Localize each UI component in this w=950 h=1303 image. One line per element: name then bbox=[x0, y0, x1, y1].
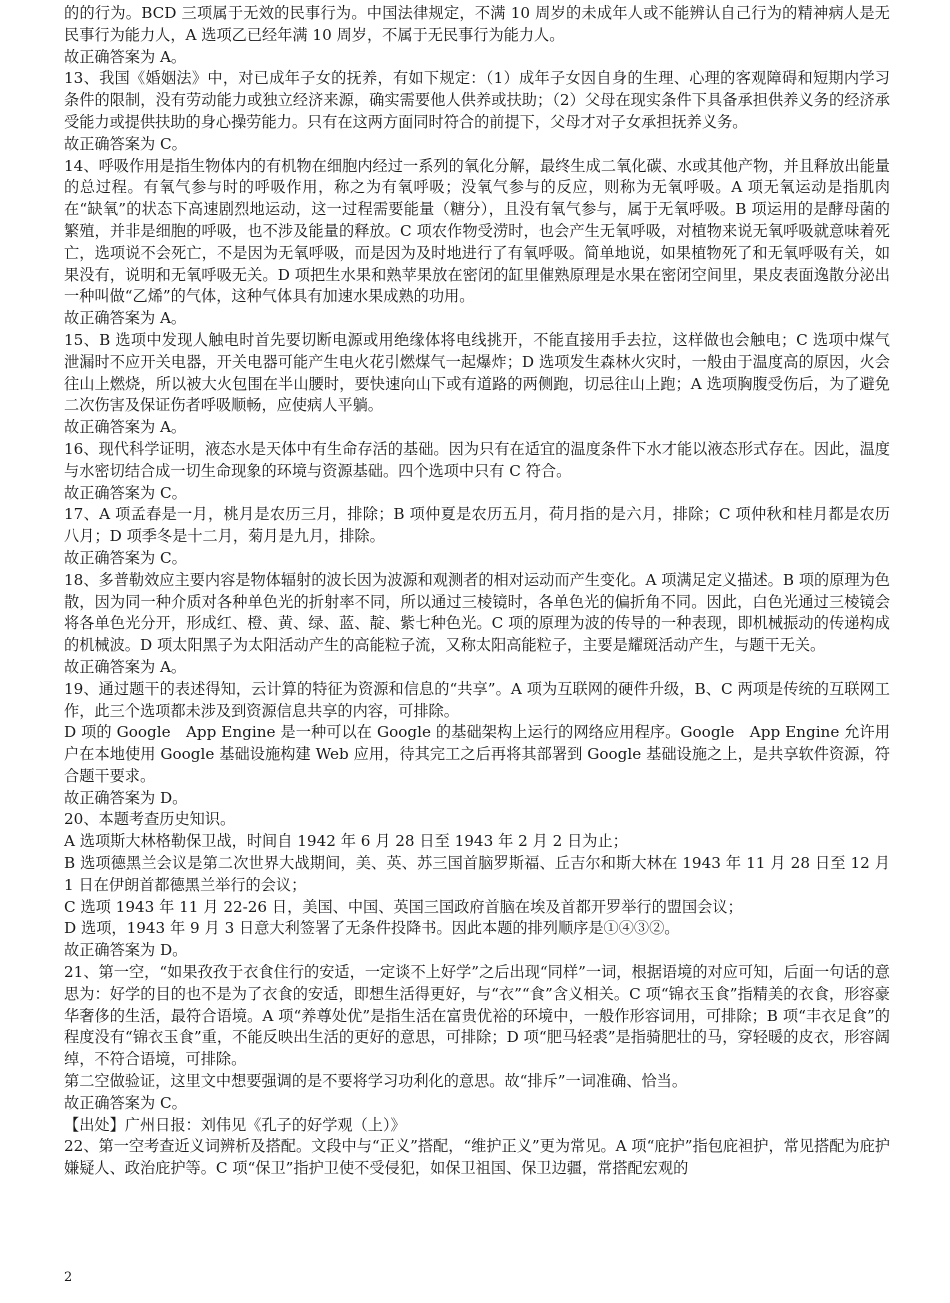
answer-line: 故正确答案为 C。 bbox=[64, 1093, 187, 1112]
source-citation: 【出处】广州日报：刘伟见《孔子的好学观（上）》 bbox=[64, 1115, 406, 1134]
paragraph-q20: 20、本题考查历史知识。 bbox=[64, 810, 236, 829]
answer-line: 故正确答案为 A。 bbox=[64, 309, 187, 328]
paragraph-q15: 15、B 选项中发现人触电时首先要切断电源或用绝缘体将电线挑开，不能直接用手去拉，这样做也会触电；C 选项中煤气泄漏时不应开关电器，开关电器可能产生电火花引燃煤气一起爆炸；D 选项发生森林火灾时，一般由于温度高的原因，火会往山上燃烧，所以被大火包围在半山腰时，要快速向山下或有道路的两侧跑，切忌往山上跑；A 选项胸腹受伤后，为了避免二次伤害及保证伤者呼吸顺畅，应使病人平躺。 bbox=[64, 330, 890, 415]
answer-line: 故正确答案为 A。 bbox=[64, 47, 187, 66]
paragraph: 的的行为。BCD 三项属于无效的民事行为。中国法律规定，不满 10 周岁的未成年人或不能辨认自己行为的精神病人是无民事行为能力人，A 选项乙已经年满 10 周岁，不属于无民事行为能力人。 bbox=[64, 4, 890, 44]
answer-line: 故正确答案为 C。 bbox=[64, 134, 187, 153]
answer-line: 故正确答案为 A。 bbox=[64, 657, 187, 676]
paragraph-q17: 17、A 项孟春是一月，桃月是农历三月，排除；B 项仲夏是农历五月，荷月指的是六月，排除；C 项仲秋和桂月都是农历八月；D 项季冬是十二月，菊月是九月，排除。 bbox=[64, 505, 890, 546]
paragraph-q21: 21、第一空，“如果孜孜于衣食住行的安适，一定谈不上好学”之后出现“同样”一词，根据语境的对应可知，后面一句话的意思为：好学的目的也不是为了衣食的安适，即想生活得更好，与“衣”“食”含义相关。C 项“锦衣玉食”指精美的衣食，形容豪华奢侈的生活，最符合语境。A 项“养尊处优”是指生活在富贵优裕的环境中，一般作形容词用，可排除；B 项“丰衣足食”的程度没有“锦衣玉食”重，不能反映出生活的更好的意思，可排除；D 项“肥马轻裘”是指骑肥壮的马，穿轻暖的皮衣，形容阔绰，不符合语境，可排除。 bbox=[64, 963, 890, 1069]
paragraph-q18: 18、多普勒效应主要内容是物体辐射的波长因为波源和观测者的相对运动而产生变化。A 项满足定义描述。B 项的原理为色散，因为同一种介质对各种单色光的折射率不同，所以通过三棱镜时，各单色光的偏折角不同。因此，白色光通过三棱镜会将各单色光分开，形成红、橙、黄、绿、蓝、靛、紫七种色光。C 项的原理为波的传导的一种表现，即机械振动的传递构成的机械波。D 项太阳黑子为太阳活动产生的高能粒子流，又称太阳高能粒子，主要是耀斑活动产生，与题干无关。 bbox=[64, 570, 890, 655]
paragraph-q20-option-d: D 选项，1943 年 9 月 3 日意大利签署了无条件投降书。因此本题的排列顺序是①④③②。 bbox=[64, 919, 680, 938]
answer-line: 故正确答案为 C。 bbox=[64, 548, 187, 567]
answer-line: 故正确答案为 C。 bbox=[64, 483, 187, 502]
paragraph-q19: 19、通过题干的表述得知，云计算的特征为资源和信息的“共享”。A 项为互联网的硬件升级，B、C 两项是传统的互联网工作，此三个选项都未涉及到资源信息共享的内容，可排除。 bbox=[64, 679, 890, 720]
paragraph-q20-option-a: A 选项斯大林格勒保卫战，时间自 1942 年 6 月 28 日至 1943 年 2 月 2 日为止； bbox=[64, 832, 628, 851]
document-body bbox=[64, 3, 890, 1180]
paragraph-q21-second-blank: 第二空做验证，这里文中想要强调的是不要将学习功利化的意思。故“排斥”一词准确、恰当。 bbox=[64, 1072, 688, 1091]
page-number: 2 bbox=[64, 1270, 73, 1285]
paragraph-q13: 13、我国《婚姻法》中，对已成年子女的抚养，有如下规定：（1）成年子女因自身的生理、心理的客观障碍和短期内学习条件的限制，没有劳动能力或独立经济来源，确实需要他人供养或扶助；（2）父母在现实条件下具备承担供养义务的经济承受能力或提供扶助的身心操劳能力。只有在这两方面同时符合的前提下，父母才对子女承担抚养义务。 bbox=[64, 69, 890, 131]
paragraph-q20-option-b: B 选项德黑兰会议是第二次世界大战期间，美、英、苏三国首脑罗斯福、丘吉尔和斯大林在 1943 年 11 月 28 日至 12 月 1 日在伊朗首都德黑兰举行的会议； bbox=[64, 854, 890, 894]
paragraph-q16: 16、现代科学证明，液态水是天体中有生命存活的基础。因为只有在适宜的温度条件下水才能以液态形式存在。因此，温度与水密切结合成一切生命现象的环境与资源基础。四个选项中只有 C 符合。 bbox=[64, 439, 890, 480]
paragraph-q22: 22、第一空考查近义词辨析及搭配。文段中与“正义”搭配，“维护正义”更为常见。A 项“庇护”指包庇袒护，常见搭配为庇护嫌疑人、政治庇护等。C 项“保卫”指护卫使不受侵犯，如保卫祖国、保卫边疆，常搭配宏观的 bbox=[64, 1137, 890, 1178]
answer-line: 故正确答案为 A。 bbox=[64, 418, 187, 437]
paragraph-q19-option-d: D 项的 Google App Engine 是一种可以在 Google 的基础架构上运行的网络应用程序。Google App Engine 允许用户在本地使用 Google 基础设施构建 Web 应用，待其完工之后再将其部署到 Google 基础设施之上，是共享软件资源，符合题干要求。 bbox=[64, 723, 890, 785]
paragraph-q14: 14、呼吸作用是指生物体内的有机物在细胞内经过一系列的氧化分解，最终生成二氧化碳、水或其他产物，并且释放出能量的总过程。有氧气参与时的呼吸作用，称之为有氧呼吸；没氧气参与的反应，则称为无氧呼吸。A 项无氧运动是指肌肉在“缺氧”的状态下高速剧烈地运动，这一过程需要能量（糖分），且没有氧气参与，属于无氧呼吸。B 项运用的是酵母菌的繁殖，并非是细胞的呼吸，也不涉及能量的释放。C 项农作物受涝时，也会产生无氧呼吸，对植物来说无氧呼吸就意味着死亡，选项说不会死亡，不是因为无氧呼吸，而是因为及时地进行了有氧呼吸。简单地说，如果植物死了和无氧呼吸有关，如果没有，说明和无氧呼吸无关。D 项把生水果和熟苹果放在密闭的缸里催熟原理是水果在密闭空间里，果皮表面逸散分泌出一种叫做“乙烯”的气体，这种气体具有加速水果成熟的功用。 bbox=[64, 156, 890, 306]
answer-line: 故正确答案为 D。 bbox=[64, 941, 188, 960]
paragraph-q20-option-c: C 选项 1943 年 11 月 22-26 日，美国、中国、英国三国政府首脑在埃及首都开罗举行的盟国会议； bbox=[64, 897, 743, 916]
answer-line: 故正确答案为 D。 bbox=[64, 788, 188, 807]
